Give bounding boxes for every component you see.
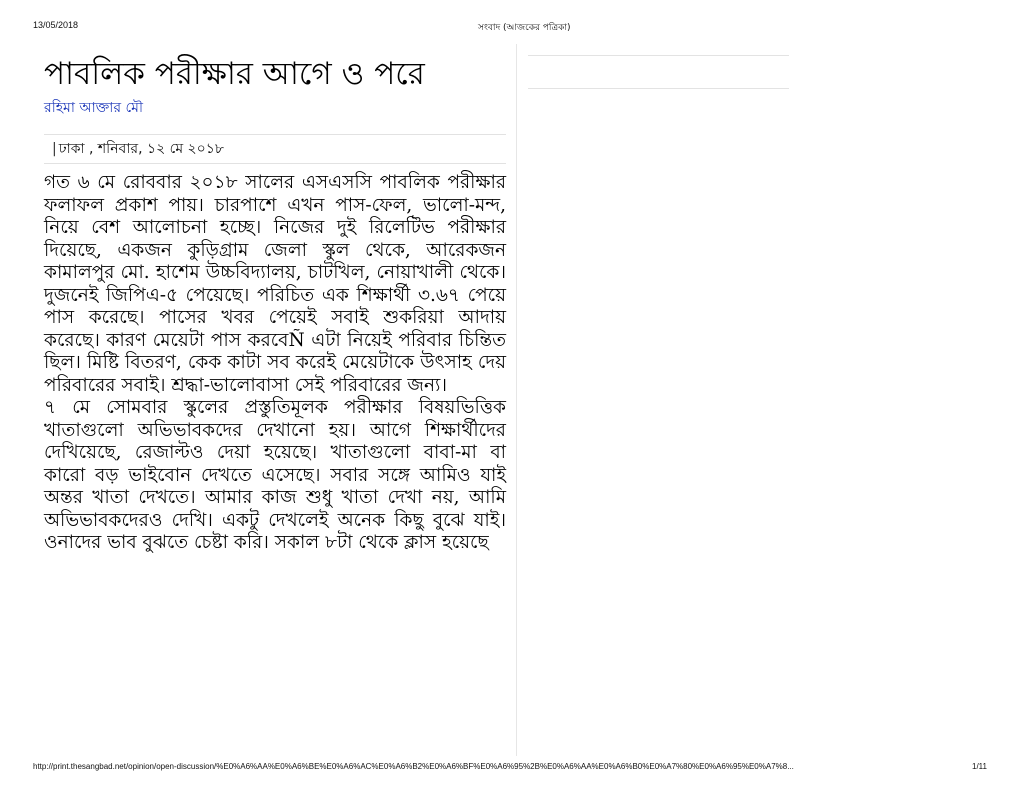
article-author[interactable]: রহিমা আক্তার মৌ xyxy=(44,100,143,116)
sidebar-rule-bottom xyxy=(528,88,789,89)
print-url: http://print.thesangbad.net/opinion/open-discussion/%E0%A6%AA%E0%A6%BE%E0%A6%AC%E0%A6%B2%E0%A6%BF%E0%A6%95%2B%E0%A6%AA%E0%A6%B0%E0%A7%80%E0%A6%95%E0%A7%8... xyxy=(33,762,794,771)
print-page-number: 1/11 xyxy=(972,762,987,771)
article-dateline xyxy=(44,134,506,164)
print-page-title: সংবাদ (আজকের পত্রিকা) xyxy=(478,23,571,33)
article-paragraph: গত ৬ মে রোববার ২০১৮ সালের এসএসসি পাবলিক পরীক্ষার ফলাফল প্রকাশ পায়। চারপাশে এখন পাস-ফেল, ভালো-মন্দ, নিয়ে বেশ আলোচনা হচ্ছে। নিজের দুই রিলেটিভ পরীক্ষার দিয়েছে, একজন কুড়িগ্রাম জেলা স্কুল থেকে, আরেকজন কামালপুর মো. হাশেম উচ্চবিদ্যালয়, চাটখিল, নোয়াখালী থেকে। দুজনেই জিপিএ-৫ পেয়েছে। পরিচিত এক শিক্ষার্থী ৩.৬৭ পেয়ে পাস করেছে। পাসের খবর পেয়েই সবাই শুকরিয়া আদায় করেছে। কারণ মেয়েটা পাস করবেÑ এটা নিয়েই পরিবার চিন্তিত ছিল। মিষ্টি বিতরণ, কেক কাটা সব করেই মেয়েটাকে উৎসাহ দেয় পরিবারের সবাই। শ্রদ্ধা-ভালোবাসা সেই পরিবারের জন্য। xyxy=(44,172,506,396)
article-body xyxy=(44,172,506,555)
dateline-text: ঢাকা , শনিবার, ১২ মে ২০১৮ xyxy=(58,141,224,157)
article-headline: পাবলিক পরীক্ষার আগে ও পরে xyxy=(44,56,425,92)
cut-off-text-line xyxy=(44,744,174,754)
column-divider xyxy=(516,44,517,756)
sidebar-rule-top xyxy=(528,55,789,56)
dateline-separator: | xyxy=(52,141,57,157)
article-paragraph: ৭ মে সোমবার স্কুলের প্রস্তুতিমূলক পরীক্ষার বিষয়ভিত্তিক খাতাগুলো অভিভাবকদের দেখানো হয়। আগে শিক্ষার্থীদের দেখিয়েছে, রেজাল্টও দেয়া হয়েছে। খাতাগুলো বাবা-মা বা কারো বড় ভাইবোন দেখতে এসেছে। সবার সঙ্গে আমিও যাই অন্তর খাতা দেখতে। আমার কাজ শুধু খাতা দেখা নয়, আমি অভিভাবকদেরও দেখি। একটু দেখলেই অনেক কিছু বুঝে যাই। ওনাদের ভাব বুঝতে চেষ্টা করি। সকাল ৮টা থেকে ক্লাস হয়েছে xyxy=(44,397,506,553)
article xyxy=(44,52,506,555)
print-date: 13/05/2018 xyxy=(33,20,79,30)
